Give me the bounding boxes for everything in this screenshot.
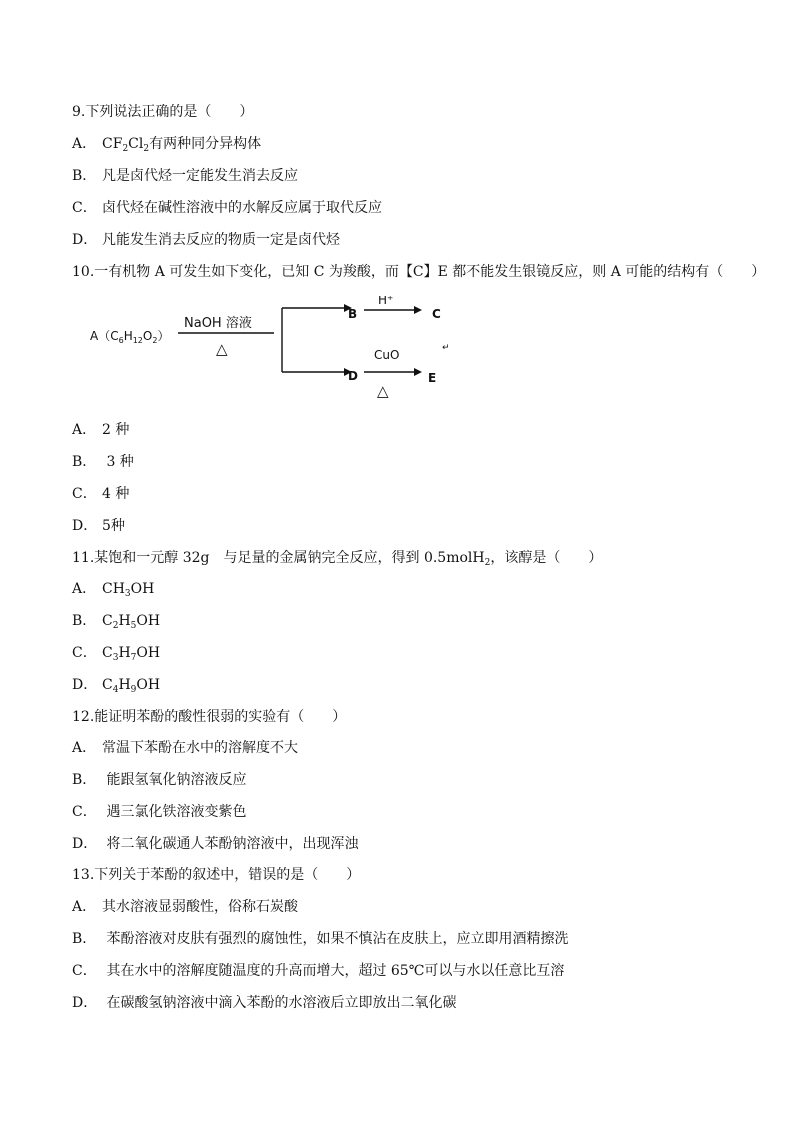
q13-option-a bbox=[72, 898, 298, 916]
reaction-scheme-diagram bbox=[72, 296, 472, 406]
formula-part: OH bbox=[136, 677, 161, 693]
option-letter: C． bbox=[72, 486, 97, 502]
q12-stem: 12.能证明苯酚的酸性很弱的实验有（ ） bbox=[72, 709, 347, 725]
q9-option-a bbox=[72, 135, 261, 153]
compound-e-label: E bbox=[428, 371, 437, 385]
option-letter: D． bbox=[72, 836, 98, 852]
option-text: 其水溶液显弱酸性，俗称石炭酸 bbox=[102, 899, 298, 915]
option-letter: D． bbox=[72, 518, 98, 534]
option-text: 卤代烃在碱性溶液中的水解反应属于取代反应 bbox=[102, 200, 382, 216]
q12-option-b bbox=[72, 771, 246, 789]
formula-part: H bbox=[118, 645, 131, 661]
arrow-head-icon bbox=[414, 306, 422, 314]
heat-symbol: △ bbox=[377, 382, 389, 400]
option-text: 其在水中的溶解度随温度的升高而增大，超过 65℃可以与水以任意比互溶 bbox=[102, 963, 565, 979]
option-text: 凡能发生消去反应的物质一定是卤代烃 bbox=[102, 232, 340, 248]
formula-sub: 3 bbox=[124, 589, 131, 599]
option-text: 能跟氢氧化钠溶液反应 bbox=[102, 772, 247, 788]
option-letter: C． bbox=[72, 963, 97, 979]
formula-part: Cl bbox=[128, 136, 144, 152]
reagent-naoh-label: NaOH 溶液 bbox=[184, 316, 252, 331]
formula-part: OH bbox=[136, 645, 161, 661]
option-letter: A． bbox=[72, 422, 97, 438]
formula-sub: 9 bbox=[130, 685, 137, 695]
option-letter: A． bbox=[72, 136, 97, 152]
q10-option-a bbox=[72, 421, 129, 439]
option-text: 5种 bbox=[102, 518, 125, 534]
formula-sub: 4 bbox=[112, 685, 119, 695]
option-text: 遇三氯化铁溶液变紫色 bbox=[102, 804, 247, 820]
q9-stem: 9.下列说法正确的是（ ） bbox=[72, 104, 254, 120]
formula-part: CF bbox=[102, 136, 123, 152]
return-mark: ↵ bbox=[442, 343, 450, 353]
q13-stem: 13.下列关于苯酚的叙述中，错误的是（ ） bbox=[72, 867, 361, 883]
option-letter: A． bbox=[72, 581, 97, 597]
option-text: 2 种 bbox=[102, 422, 130, 438]
q11-stem bbox=[72, 549, 602, 567]
q9-option-b bbox=[72, 167, 298, 185]
arrow-head-icon bbox=[414, 368, 422, 376]
compound-c-label: C bbox=[432, 307, 441, 321]
formula-part: OH bbox=[130, 581, 155, 597]
formula-sub: 2 bbox=[143, 144, 150, 154]
q13-option-b bbox=[72, 930, 568, 948]
start-compound-label: $A(C_6H_{12}O_2)$ bbox=[90, 329, 170, 345]
option-letter: B． bbox=[72, 168, 97, 184]
option-letter: C． bbox=[72, 804, 97, 820]
option-letter: D． bbox=[72, 677, 98, 693]
q12-option-a bbox=[72, 739, 298, 757]
stem-text: 11.某饱和一元醇 32g 与足量的金属钠完全反应，得到 0.5molH bbox=[72, 550, 485, 566]
formula-part: C bbox=[102, 677, 113, 693]
option-text: 常温下苯酚在水中的溶解度不大 bbox=[102, 740, 298, 756]
formula-sub: 2 bbox=[122, 144, 129, 154]
q10-stem: 10.一有机物 A 可发生如下变化，已知 C 为羧酸，而【C】E 都不能发生银镜反应，则 A 可能的结构有（ ） bbox=[72, 264, 766, 280]
compound-b-label: B bbox=[348, 307, 358, 321]
q9-option-d bbox=[72, 231, 340, 249]
formula-sub: 2 bbox=[112, 621, 119, 631]
option-text: 将二氧化碳通人苯酚钠溶液中，出现浑浊 bbox=[102, 836, 359, 852]
option-letter: B． bbox=[72, 613, 97, 629]
q13-option-c bbox=[72, 962, 564, 980]
formula-sub: 2 bbox=[484, 558, 491, 568]
formula-sub: 7 bbox=[130, 653, 137, 663]
q11-option-d bbox=[72, 676, 160, 694]
heat-symbol: △ bbox=[216, 340, 228, 358]
q13-option-d bbox=[72, 994, 456, 1012]
formula-part: CH bbox=[102, 581, 125, 597]
q11-option-c bbox=[72, 644, 160, 662]
stem-text: ，该醇是（ ） bbox=[490, 550, 603, 566]
option-letter: B． bbox=[72, 454, 97, 470]
option-text: 苯酚溶液对皮肤有强烈的腐蚀性，如果不慎沾在皮肤上，应立即用酒精擦洗 bbox=[102, 931, 569, 947]
q11-option-b bbox=[72, 612, 160, 630]
q11-option-a bbox=[72, 580, 154, 598]
option-text: 3 种 bbox=[102, 454, 134, 470]
option-text: 在碳酸氢钠溶液中滴入苯酚的水溶液后立即放出二氧化碳 bbox=[102, 995, 457, 1011]
option-letter: D． bbox=[72, 232, 98, 248]
formula-sub: 3 bbox=[112, 653, 119, 663]
option-letter: D． bbox=[72, 995, 98, 1011]
option-letter: C． bbox=[72, 645, 97, 661]
option-text: 有两种同分异构体 bbox=[149, 136, 262, 152]
compound-d-label: D bbox=[348, 369, 358, 383]
formula-part: OH bbox=[136, 613, 161, 629]
option-letter: A． bbox=[72, 899, 97, 915]
q12-option-c bbox=[72, 803, 246, 821]
formula-part: C bbox=[102, 645, 113, 661]
q12-option-d bbox=[72, 835, 358, 853]
option-text: 4 种 bbox=[102, 486, 130, 502]
option-letter: B． bbox=[72, 931, 97, 947]
option-letter: B． bbox=[72, 772, 97, 788]
formula-sub: 5 bbox=[130, 621, 137, 631]
q10-option-d bbox=[72, 517, 125, 535]
q10-option-b bbox=[72, 453, 134, 471]
formula-part: H bbox=[118, 613, 131, 629]
option-letter: C． bbox=[72, 200, 97, 216]
q10-option-c bbox=[72, 485, 129, 503]
option-letter: A． bbox=[72, 740, 97, 756]
formula-part: H bbox=[118, 677, 131, 693]
option-text: 凡是卤代烃一定能发生消去反应 bbox=[102, 168, 298, 184]
formula-part: C bbox=[102, 613, 113, 629]
reagent-cuo-label: CuO bbox=[374, 348, 400, 362]
q9-option-c bbox=[72, 199, 382, 217]
reagent-acid-label: H⁺ bbox=[378, 296, 394, 307]
